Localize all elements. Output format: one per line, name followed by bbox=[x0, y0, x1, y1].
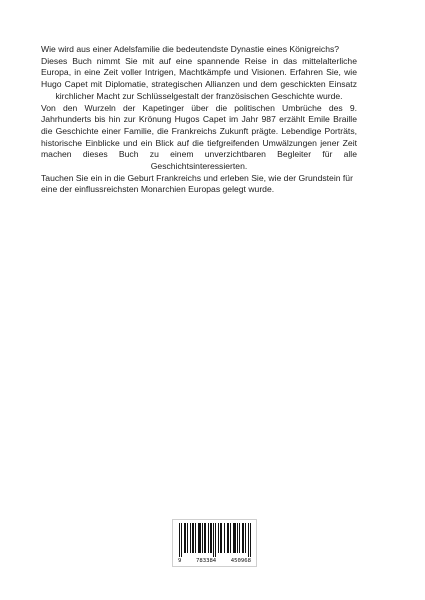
isbn-barcode bbox=[172, 519, 257, 567]
barcode-bars bbox=[177, 523, 254, 557]
blurb-paragraph-3: Tauchen Sie ein in die Geburt Frankreichs und erleben Sie, wie der Grundstein für eine der einflussreichsten Monarchien Europas gelegt wurde. bbox=[41, 172, 353, 195]
blurb-question: Wie wird aus einer Adelsfamilie die bedeutendste Dynastie eines Königreichs? bbox=[41, 44, 340, 54]
blurb-paragraph-2: Von den Wurzeln der Kapetinger über die politischen Umbrüche des 9. Jahrhunderts bis hin zur Krönung Hugos Capet im Jahr 987 erzählt Emile Braille die Geschichte einer Familie, die Frankreichs Zukunft prägte. Lebendige Porträts, historische Einblicke und ein Blick auf die tiefgreifenden Umwälzungen jener Zeit machen dieses Buch zu einem unverzichtbaren Begleiter für alle Geschichtsinteressierten. bbox=[41, 102, 357, 172]
blurb-paragraph-1: Dieses Buch nimmt Sie mit auf eine spannende Reise in das mittelalterliche Europa, in eine Zeit voller Intrigen, Machtkämpfe und Visionen. Erfahren Sie, wie Hugo Capet mit Diplomatie, strategischen Allianzen und dem geschickten Einsatz kirchlicher Macht zur Schlüsselgestalt der französischen Geschichte wurde. bbox=[41, 55, 357, 101]
barcode-digit-first: 9 bbox=[178, 558, 182, 564]
blurb-text bbox=[41, 44, 357, 196]
barcode-digit-group-1: 783384 bbox=[195, 558, 217, 564]
barcode-digits bbox=[173, 558, 256, 564]
barcode-digit-group-2: 450968 bbox=[230, 558, 251, 564]
